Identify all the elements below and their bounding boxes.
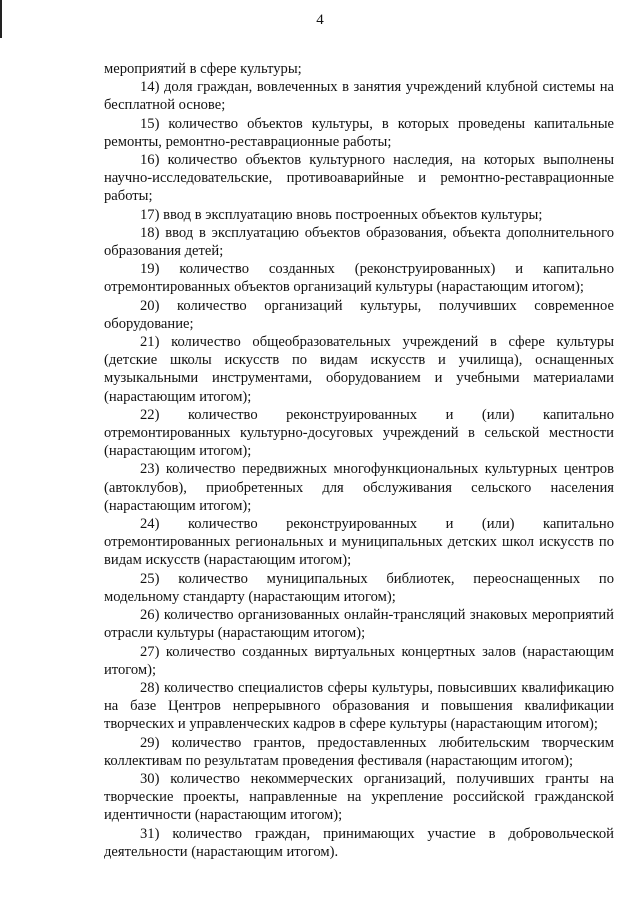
list-item-paragraph: 21) количество общеобразовательных учреждений в сфере культуры (детские школы искусств по видам искусств и училища), оснащенных музыкальными инструментами, оборудованием и учебными материалами (нарастающим итогом); xyxy=(104,334,614,405)
list-item-paragraph: 22) количество реконструированных и (или) капитально отремонтированных культурно-досуговых учреждений в сельской местности (нарастающим итогом); xyxy=(104,406,614,460)
list-item-paragraph: 23) количество передвижных многофункциональных культурных центров (автоклубов), приобретенных для обслуживания сельского населения (нарастающим итогом); xyxy=(104,461,614,514)
list-item-paragraph: 29) количество грантов, предоставленных любительским творческим коллективам по результатам проведения фестиваля (нарастающим итогом); xyxy=(104,734,614,769)
list-item-paragraph: 25) количество муниципальных библиотек, переоснащенных по модельному стандарту (нарастающим итогом); xyxy=(104,570,614,605)
list-item-paragraph: 16) количество объектов культурного наследия, на которых выполнены научно-исследовательские, противоаварийные и ремонтно-реставрационные работы; xyxy=(104,152,614,205)
list-item-paragraph: 28) количество специалистов сферы культуры, повысивших квалификацию на базе Центров непрерывного образования и повышения квалификации творческих и управленческих кадров в сфере культуры (нарастающим итогом); xyxy=(104,679,614,733)
list-item-paragraph: 18) ввод в эксплуатацию объектов образования, объекта дополнительного образования детей; xyxy=(104,224,614,260)
list-item-paragraph: 19) количество созданных (реконструированных) и капитально отремонтированных объектов организаций культуры (нарастающим итогом); xyxy=(104,261,614,296)
list-item-paragraph: 20) количество организаций культуры, получивших современное оборудование; xyxy=(104,297,614,332)
page-number: 4 xyxy=(316,12,324,28)
list-item-paragraph: 30) количество некоммерческих организаций, получивших гранты на творческие проекты, направленные на укрепление российской гражданской идентичности (нарастающим итогом); xyxy=(104,770,614,824)
list-item-paragraph: 26) количество организованных онлайн-трансляций знаковых мероприятий отрасли культуры (нарастающим итогом); xyxy=(104,607,614,642)
list-item-paragraph: 31) количество граждан, принимающих участие в добровольческой деятельности (нарастающим итогом). xyxy=(104,825,614,860)
list-item-paragraph: 14) доля граждан, вовлеченных в занятия учреждений клубной системы на бесплатной основе; xyxy=(104,79,614,114)
list-item-paragraph: 17) ввод в эксплуатацию вновь построенных объектов культуры; xyxy=(140,206,543,223)
list-item-paragraph: 24) количество реконструированных и (или) капитально отремонтированных региональных и муниципальных детских школ искусств по видам искусств (нарастающим итогом); xyxy=(104,516,614,569)
paragraph-continuation: мероприятий в сфере культуры; xyxy=(104,61,302,77)
document-body xyxy=(104,60,614,861)
list-item-paragraph: 27) количество созданных виртуальных концертных залов (нарастающим итогом); xyxy=(104,643,614,678)
list-item-paragraph: 15) количество объектов культуры, в которых проведены капитальные ремонты, ремонтно-реставрационные работы; xyxy=(104,115,614,150)
